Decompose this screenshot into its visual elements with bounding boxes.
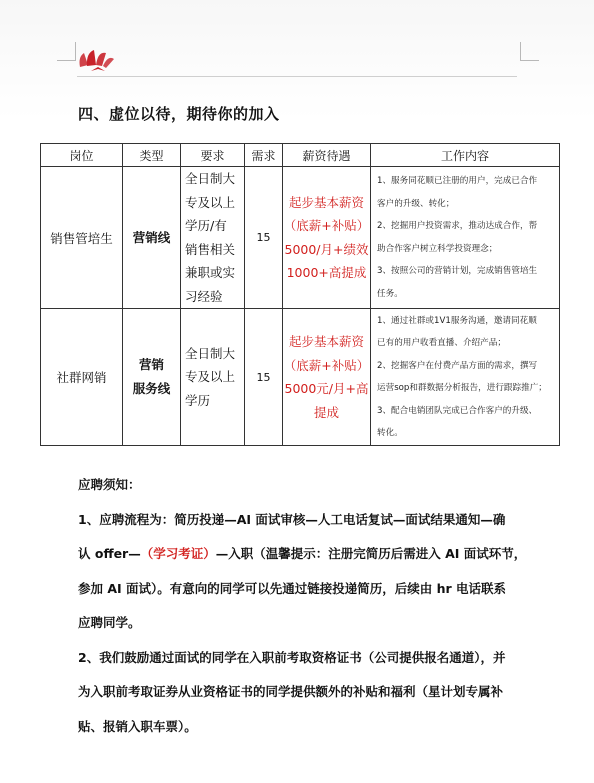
header-requirement: 要求 <box>181 144 245 167</box>
salary-line: 起步基本薪资 <box>288 194 364 210</box>
requirement-line: 全日制大 <box>185 171 236 186</box>
duty-line: 助合作客户树立科学投资理念； <box>377 243 498 254</box>
notes-paragraph-line: 为入职前考取证券从业资格证书的同学提供额外的补贴和福利（星计划专属补 <box>78 684 504 699</box>
requirement-cell <box>181 309 245 446</box>
notes-heading: 应聘须知： <box>78 477 141 492</box>
salary-line: （底薪+补贴） <box>283 357 370 373</box>
requirement-line: 兼职或实 <box>185 265 236 280</box>
header-headcount: 需求 <box>245 144 283 167</box>
header-position: 岗位 <box>41 144 123 167</box>
notes-paragraph-line: 贴、报销入职车票）。 <box>78 718 197 734</box>
study-cert-highlight: （学习考证） <box>140 546 216 561</box>
notes-text: —入职（温馨提示：注册完简历后需进入 AI 面试环节， <box>215 546 527 561</box>
headcount-cell: 15 <box>245 167 283 309</box>
requirement-cell <box>181 167 245 309</box>
crop-mark-top-left <box>57 42 76 61</box>
notes-paragraph-line: 参加 AI 面试）。有意向的同学可以先通过链接投递简历，后续由 hr 电话联系 <box>78 580 507 596</box>
salary-cell <box>283 309 371 446</box>
duty-line: 2、挖掘客户在付费产品方面的需求，撰写 <box>377 360 538 371</box>
salary-line: 5000元/月+高 <box>284 381 369 396</box>
salary-cell <box>283 167 371 309</box>
duty-line: 1、服务同花顺已注册的用户，完成已合作 <box>377 176 538 186</box>
requirement-line: 学历 <box>185 392 211 408</box>
requirement-line: 全日制大 <box>185 345 236 361</box>
header-rule <box>77 76 517 77</box>
duty-line: 1、通过社群或1V1服务沟通，邀请同花顺 <box>377 315 537 326</box>
notes-text: 认 offer— <box>78 546 141 561</box>
table-row <box>41 309 560 446</box>
notes-paragraph-line: 应聘同学。 <box>78 615 141 630</box>
duty-line: 已有的用户收看直播、介绍产品； <box>377 338 506 348</box>
notes-paragraph-line: 2、我们鼓励通过面试的同学在入职前考取资格证书（公司提供报名通道），并 <box>78 649 506 665</box>
duty-line: 任务。 <box>377 288 403 299</box>
position-cell: 销售管培生 <box>41 167 123 309</box>
notes-paragraph-line <box>78 537 527 572</box>
requirement-line: 习经验 <box>185 288 223 304</box>
salary-line: （底薪+补贴） <box>283 218 370 233</box>
company-logo-icon <box>76 47 120 73</box>
application-notes <box>78 468 527 744</box>
header-salary: 薪资待遇 <box>283 144 371 167</box>
duty-line: 转化。 <box>377 428 403 438</box>
notes-paragraph-line: 1、应聘流程为：简历投递—AI 面试审核—人工电话复试—面试结果通知—确 <box>78 511 506 527</box>
requirement-line: 销售相关 <box>185 241 236 257</box>
duties-cell <box>371 167 560 309</box>
duty-line: 3、按照公司的营销计划，完成销售管培生 <box>377 266 538 276</box>
type-line: 营销 <box>138 357 164 372</box>
header-type: 类型 <box>123 144 181 167</box>
salary-line: 1000+高提成 <box>286 265 367 280</box>
duty-line: 3、配合电销团队完成已合作客户的升级、 <box>377 405 538 416</box>
salary-line: 5000/月+绩效 <box>284 241 369 257</box>
type-line: 服务线 <box>132 381 171 396</box>
type-cell <box>123 309 181 446</box>
position-cell: 社群网销 <box>41 309 123 446</box>
duties-cell <box>371 309 560 446</box>
duty-line: 客户的升级、转化； <box>377 198 455 209</box>
type-cell: 营销线 <box>123 167 181 309</box>
header-duties: 工作内容 <box>371 144 560 167</box>
table-row <box>41 167 560 309</box>
jobs-table <box>40 143 560 446</box>
section-title: 四、虚位以待，期待你的加入 <box>78 105 280 123</box>
requirement-line: 专及以上 <box>185 194 236 210</box>
requirement-line: 学历/有 <box>185 218 227 233</box>
salary-line: 提成 <box>313 404 339 420</box>
crop-mark-top-right <box>520 42 539 61</box>
headcount-cell: 15 <box>245 309 283 446</box>
table-header-row <box>41 144 560 167</box>
duty-line: 运营sop和群数据分析报告，进行跟踪推广； <box>377 383 547 393</box>
duty-line: 2、挖掘用户投资需求，推动达成合作，帮 <box>377 221 538 231</box>
salary-line: 起步基本薪资 <box>288 334 364 349</box>
requirement-line: 专及以上 <box>185 369 236 385</box>
